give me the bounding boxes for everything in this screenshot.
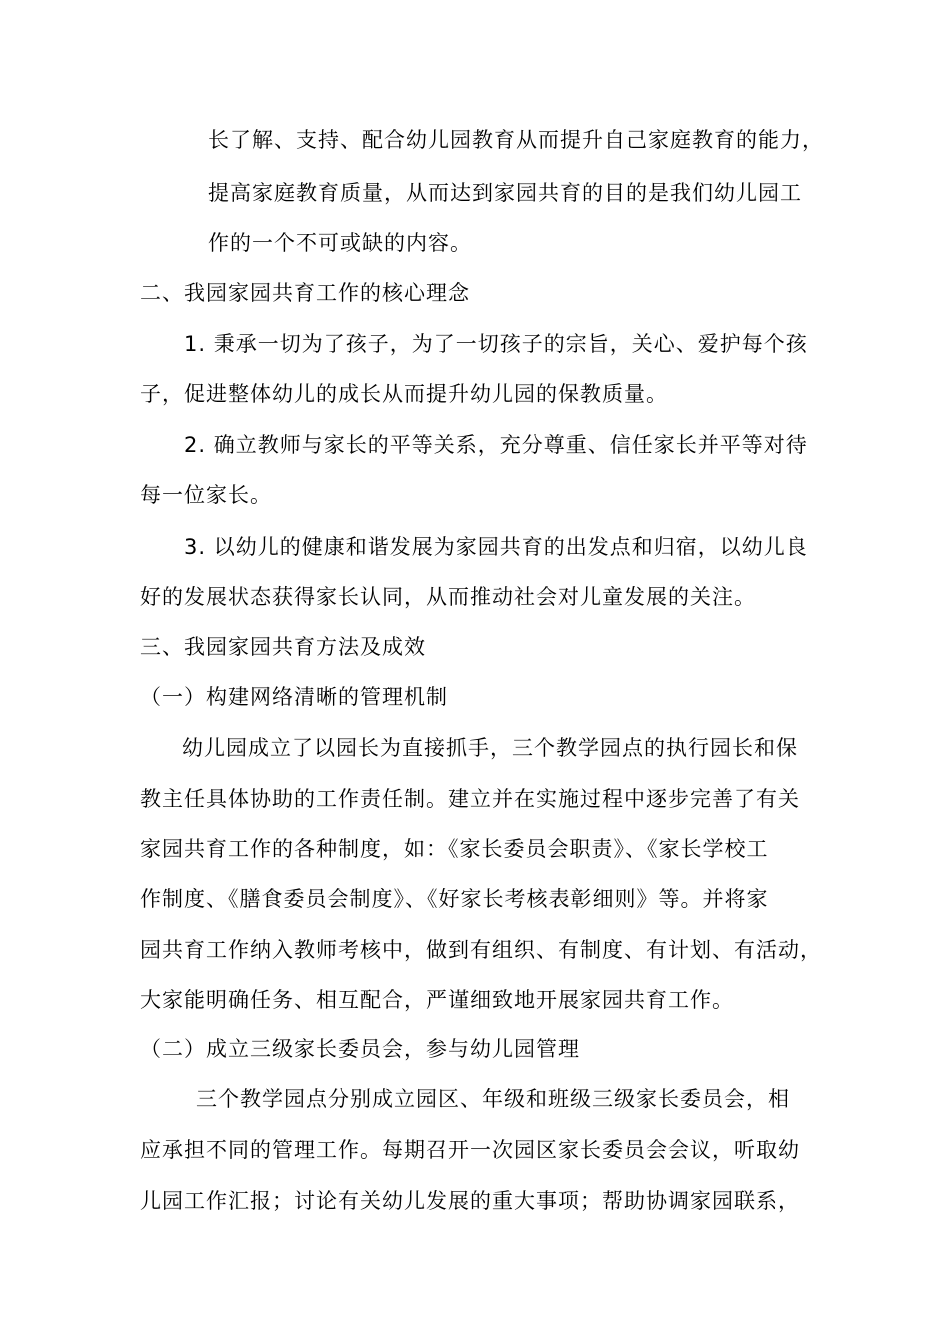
list-item-line: 2. 确立教师与家长的平等关系，充分尊重、信任家长并平等对待 bbox=[184, 433, 808, 457]
list-item-line: 子，促进整体幼儿的成长从而提升幼儿园的保教质量。 bbox=[140, 382, 668, 406]
section-heading: 三、我园家园共育方法及成效 bbox=[140, 635, 426, 659]
paragraph-line: 幼儿园成立了以园长为直接抓手，三个教学园点的执行园长和保 bbox=[182, 736, 798, 760]
list-item-line: 3. 以幼儿的健康和谐发展为家园共育的出发点和归宿，以幼儿良 bbox=[184, 535, 808, 559]
subsection-heading: （二）成立三级家长委员会，参与幼儿园管理 bbox=[140, 1037, 580, 1061]
paragraph-line: 教主任具体协助的工作责任制。建立并在实施过程中逐步完善了有关 bbox=[140, 787, 800, 811]
paragraph-line: 三个教学园点分别成立园区、年级和班级三级家长委员会，相 bbox=[196, 1087, 790, 1111]
list-item-line: 好的发展状态获得家长认同，从而推动社会对儿童发展的关注。 bbox=[140, 585, 756, 609]
section-heading: 二、我园家园共育工作的核心理念 bbox=[140, 281, 470, 305]
paragraph-line: 家园共育工作的各种制度，如：《家长委员会职责》、《家长学校工 bbox=[140, 837, 769, 861]
list-item-line: 每一位家长。 bbox=[140, 483, 272, 507]
subsection-heading: （一）构建网络清晰的管理机制 bbox=[140, 685, 448, 709]
paragraph-line: 作的一个不可或缺的内容。 bbox=[208, 231, 472, 255]
paragraph-line: 提高家庭教育质量，从而达到家园共育的目的是我们幼儿园工 bbox=[208, 181, 802, 205]
paragraph-line: 园共育工作纳入教师考核中，做到有组织、有制度、有计划、有活动， bbox=[140, 938, 822, 962]
list-item-line: 1. 秉承一切为了孩子，为了一切孩子的宗旨，关心、爱护每个孩 bbox=[184, 332, 808, 356]
paragraph-line: 长了解、支持、配合幼儿园教育从而提升自己家庭教育的能力， bbox=[208, 128, 824, 152]
paragraph-line: 应承担不同的管理工作。每期召开一次园区家长委员会会议，听取幼 bbox=[140, 1138, 800, 1162]
paragraph-line: 大家能明确任务、相互配合，严谨细致地开展家园共育工作。 bbox=[140, 988, 734, 1012]
paragraph-line: 作制度、《膳食委员会制度》、《好家长考核表彰细则》等。并将家 bbox=[140, 887, 769, 911]
paragraph-line: 儿园工作汇报；讨论有关幼儿发展的重大事项；帮助协调家园联系， bbox=[140, 1189, 800, 1213]
